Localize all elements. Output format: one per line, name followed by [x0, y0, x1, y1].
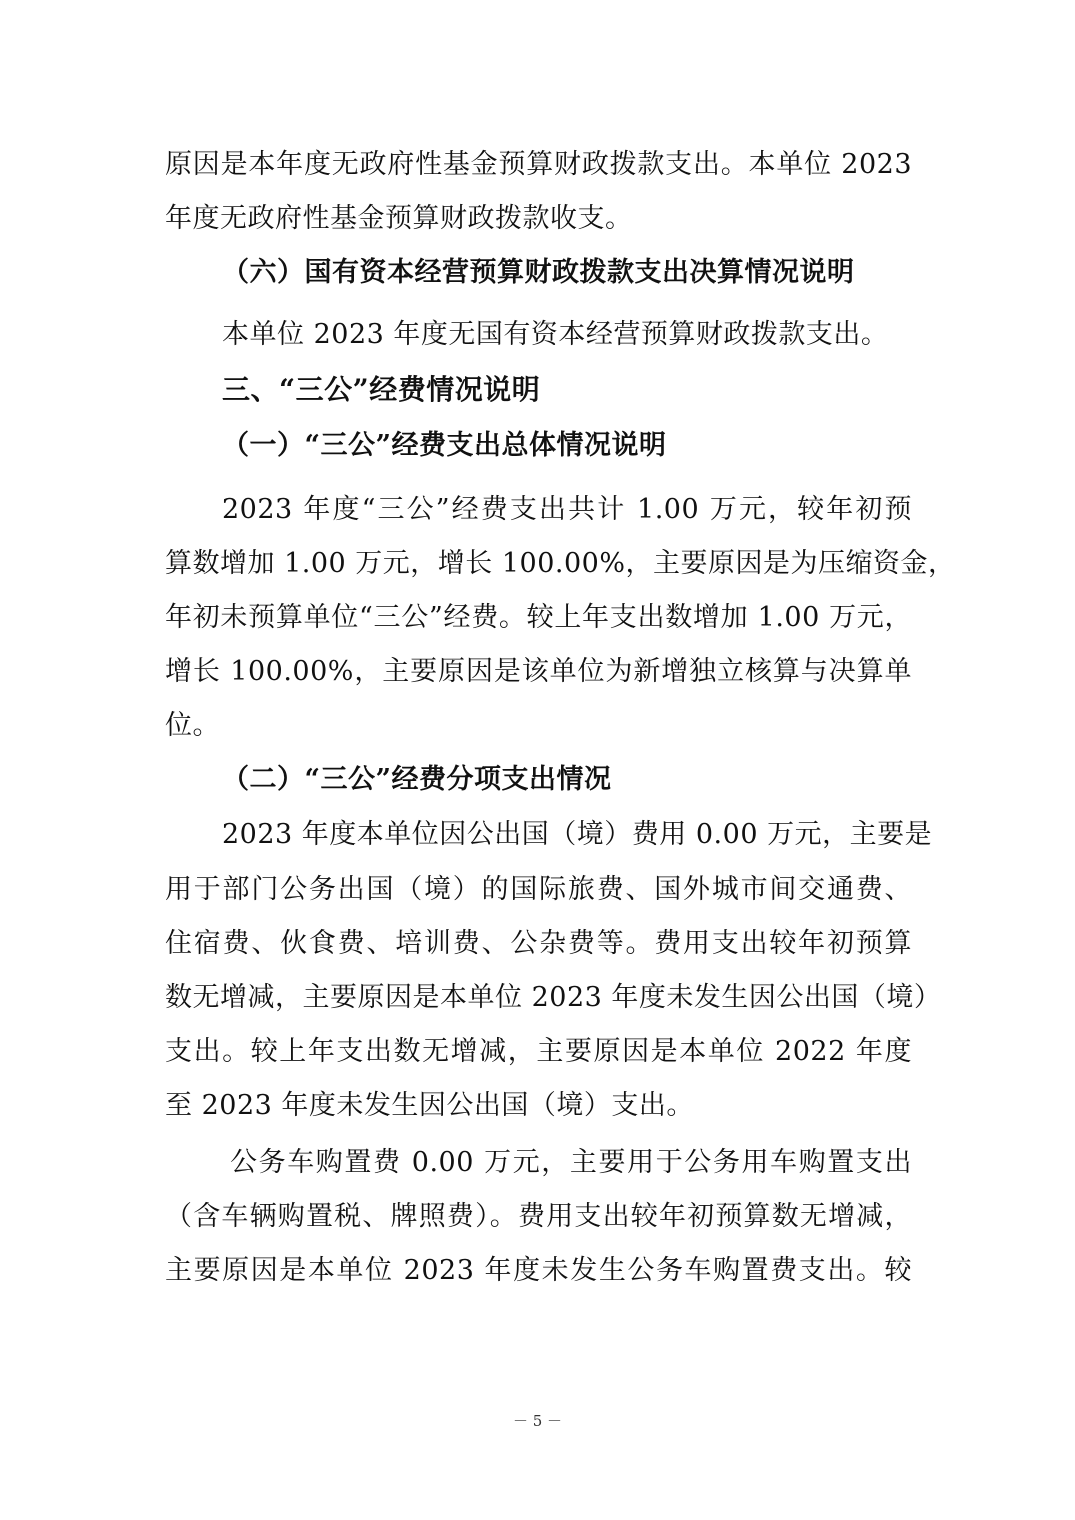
- paragraph-line: 至 2023 年度未发生因公出国（境）支出。: [165, 1090, 694, 1121]
- section-heading: （一）“三公”经费支出总体情况说明: [222, 430, 667, 461]
- paragraph-line: （含车辆购置税、牌照费）。费用支出较年初预算数无增减，: [165, 1201, 912, 1232]
- paragraph-line: 增长 100.00%，主要原因是该单位为新增独立核算与决算单: [165, 656, 912, 687]
- paragraph-line: 原因是本年度无政府性基金预算财政拨款支出。本单位 2023: [165, 149, 912, 180]
- paragraph-line: 年度无政府性基金预算财政拨款收支。: [165, 203, 633, 234]
- section-heading: （六）国有资本经营预算财政拨款支出决算情况说明: [222, 257, 855, 288]
- paragraph-line: 2023 年度“三公”经费支出共计 1.00 万元，较年初预: [222, 494, 912, 525]
- chapter-heading: 三、“三公”经费情况说明: [222, 373, 541, 406]
- paragraph-line: 支出。较上年支出数无增减，主要原因是本单位 2022 年度: [165, 1036, 912, 1067]
- paragraph-line: 2023 年度本单位因公出国（境）费用 0.00 万元，主要是: [222, 819, 933, 850]
- paragraph-line: 公务车购置费 0.00 万元，主要用于公务用车购置支出: [230, 1147, 912, 1178]
- section-heading: （二）“三公”经费分项支出情况: [222, 764, 612, 795]
- paragraph-line: 算数增加 1.00 万元，增长 100.00%，主要原因是为压缩资金，: [165, 548, 956, 579]
- page-number: － 5 －: [512, 1412, 563, 1430]
- paragraph-line: 住宿费、伙食费、培训费、公杂费等。费用支出较年初预算: [165, 928, 912, 959]
- paragraph-line: 主要原因是本单位 2023 年度未发生公务车购置费支出。较: [165, 1255, 912, 1286]
- paragraph-line: 数无增减，主要原因是本单位 2023 年度未发生因公出国（境）: [165, 982, 942, 1013]
- paragraph-line: 用于部门公务出国（境）的国际旅费、国外城市间交通费、: [165, 874, 912, 905]
- paragraph-line: 年初未预算单位“三公”经费。较上年支出数增加 1.00 万元，: [165, 602, 912, 633]
- paragraph-line: 本单位 2023 年度无国有资本经营预算财政拨款支出。: [222, 319, 889, 350]
- paragraph-line: 位。: [165, 710, 220, 741]
